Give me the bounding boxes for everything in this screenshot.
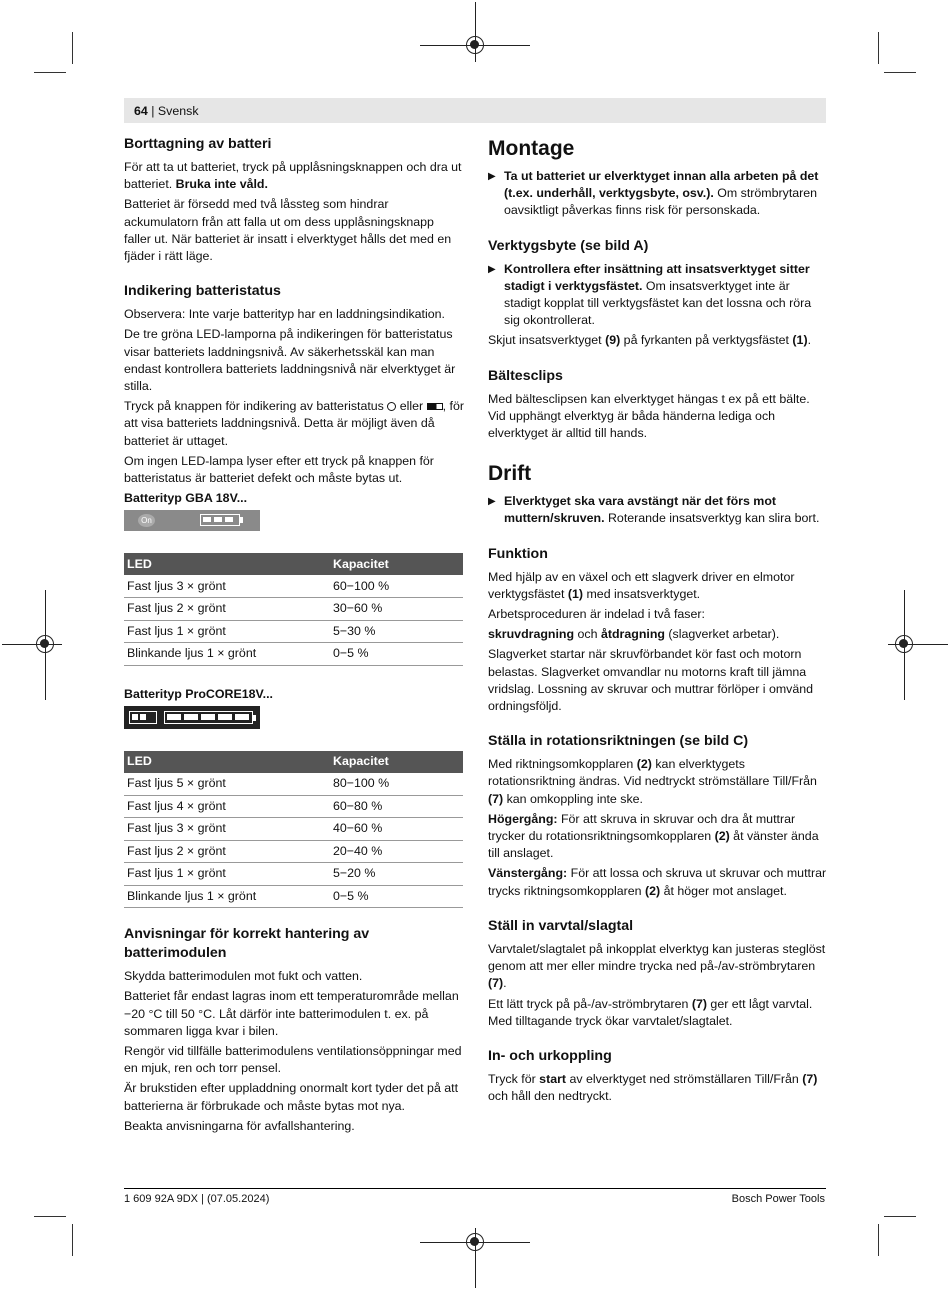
- battery-gauge-icon: [427, 403, 443, 410]
- table-row: Fast ljus 4 × grönt 60−80 %: [124, 795, 463, 818]
- page-number: 64: [134, 104, 148, 118]
- heading-rotation: Ställa in rotationsriktningen (se bild C): [488, 733, 749, 750]
- paragraph: Batteriet får endast lagras inom ett temperaturområde mellan −20 °C till 50 °C. Låt därför inte batterimodulen t. ex. på sommaren ligga kvar i bilen.: [124, 989, 459, 1038]
- warning-item: ▶ Ta ut batteriet ur elverktyget innan alla arbeten på det (t.ex. underhåll, verktygsbyte, osv.). Om strömbrytaren oavsiktligt påverkas finns risk för personskada.: [488, 169, 819, 218]
- battery-small-icon: [129, 711, 157, 724]
- paragraph: Vänstergång: För att lossa och skruva ut skruvar och muttrar trycks riktningsomkopplaren (2) åt höger mot anslaget.: [488, 866, 827, 898]
- paragraph: Är brukstiden efter uppladdning onormalt kort tyder det på att batterierna är förbrukade och måste bytas mot nya.: [124, 1081, 459, 1113]
- led-capacity-table-gba: [124, 553, 463, 666]
- table-row: Fast ljus 1 × grönt 5−30 %: [124, 620, 463, 643]
- footer-rule: [124, 1188, 826, 1189]
- table-header: LED: [124, 751, 327, 773]
- paragraph: De tre gröna LED-lamporna på indikeringen för batteristatus visar batteriets laddningsnivå. Av säkerhetsskäl kan man endast kontrollera batteriets laddningsnivå när elverktyget är stilla.: [124, 327, 456, 394]
- gba-charge-indicator-graphic: [124, 510, 260, 531]
- table-row: Blinkande ljus 1 × grönt 0−5 %: [124, 643, 463, 666]
- table-row: Fast ljus 2 × grönt 20−40 %: [124, 840, 463, 863]
- heading-speed: Ställ in varvtal/slagtal: [488, 917, 634, 934]
- paragraph: Slagverket startar när skruvförbandet kör fast och motorn belastas. Slagverket omvandlar nu motorns kraft till jämna vridslag. Lossning av skruvar och muttrar förlöper i omvänd ordningsföljd.: [488, 647, 814, 714]
- paragraph: Skydda batterimodulen mot fukt och vatten.: [124, 969, 363, 984]
- table-header: Kapacitet: [327, 751, 463, 773]
- triangle-arrow-icon: ▶: [488, 496, 496, 508]
- heading-montage: Montage: [488, 137, 575, 160]
- table-row: Fast ljus 3 × grönt 60−100 %: [124, 575, 463, 598]
- paragraph: Tryck på knappen för indikering av batteristatus eller , för att visa batteriets laddningsnivå. Detta är möjligt även då batteriet är uttaget.: [124, 399, 464, 448]
- table-header: LED: [124, 553, 327, 575]
- warning-item: ▶ Kontrollera efter insättning att insatsverktyget sitter stadigt i verktygsfästet. Om insatsverktyget inte är stadigt kopplat till verktygsfästet kan det lossna och röra sig okontrollerat.: [488, 261, 812, 328]
- table-header: Kapacitet: [327, 553, 463, 575]
- paragraph: Högergång: För att skruva in skruvar och dra åt muttrar trycker du rotationsriktningsomkopplaren (2) åt vänster ända till anslaget.: [488, 811, 819, 861]
- heading-on-off: In- och urkoppling: [488, 1047, 612, 1064]
- paragraph: Ett lätt tryck på på-/av-strömbrytaren (7) ger ett lågt varvtal. Med tilltagande tryck ökar varvtalet/slagtalet.: [488, 996, 813, 1028]
- paragraph: Med bältesclipsen kan elverktyget hängas t ex på ett bälte. Vid upphängt elverktyg är båda händerna lediga och elverktyget är alltid till hands.: [488, 391, 810, 441]
- paragraph: Med riktningsomkopplaren (2) kan elverktygets rotationsriktning ändras. Vid nedtryckt strömställare Till/Från (7) kan omkoppling inte ske.: [488, 757, 817, 806]
- warning-item: ▶ Elverktyget ska vara avstängt när det förs mot muttern/skruven. Roterande insatsverktyg kan slira bort.: [488, 494, 820, 526]
- page-header-bar: [124, 98, 826, 123]
- footer-brand: Bosch Power Tools: [731, 1193, 825, 1205]
- paragraph: Om ingen LED-lampa lyser efter ett tryck på knappen för batteristatus är batteriet defekt och måste bytas ut.: [124, 453, 434, 486]
- table-row: Fast ljus 1 × grönt 5−20 %: [124, 863, 463, 886]
- page-header: 64 | Svensk: [134, 104, 199, 118]
- paragraph: Med hjälp av en växel och ett slagverk driver en elmotor verktygsfästet (1) med insatsverktyget.: [488, 569, 795, 601]
- procore-charge-indicator-graphic: [124, 706, 260, 729]
- triangle-arrow-icon: ▶: [488, 263, 496, 275]
- heading-drift: Drift: [488, 462, 532, 486]
- heading-function: Funktion: [488, 545, 548, 562]
- heading-belt-clip: Bältesclips: [488, 367, 563, 384]
- paragraph: skruvdragning och åtdragning (slagverket arbetar).: [488, 627, 780, 642]
- paragraph: Batteriet är försedd med två låssteg som hindrar ackumulatorn från att falla ut om dess upplåsningsknapp faller ut. När batteriet är insatt i elverktyget hålls det med en fjäder i rätt läge.: [124, 197, 452, 264]
- paragraph: Tryck för start av elverktyget ned strömställaren Till/Från (7) och håll den nedtryckt.: [488, 1071, 818, 1104]
- paragraph: Rengör vid tillfälle batterimodulens ventilationsöppningar med en mjuk, ren och torr pensel.: [124, 1044, 462, 1076]
- paragraph: Varvtalet/slagtalet på inkopplat elverktyg kan justeras steglöst genom att mer eller mindre trycka ned på-/av-strömbrytaren (7).: [488, 941, 826, 991]
- table-row: Fast ljus 5 × grönt 80−100 %: [124, 773, 463, 796]
- battery-icon: [200, 514, 240, 526]
- left-column: [124, 134, 464, 1138]
- led-capacity-table-procore: [124, 751, 463, 909]
- heading-remove-battery: Borttagning av batteri: [124, 136, 272, 152]
- triangle-arrow-icon: ▶: [488, 171, 496, 182]
- on-button-icon: On: [138, 514, 155, 527]
- footer-doc-id: 1 609 92A 9DX | (07.05.2024): [124, 1193, 270, 1205]
- battery-button-icon: [387, 402, 396, 411]
- paragraph: Arbetsproceduren är indelad i två faser:: [488, 607, 705, 622]
- table-row: Fast ljus 2 × grönt 30−60 %: [124, 598, 463, 621]
- heading-battery-type-gba: Batterityp GBA 18V...: [124, 491, 248, 506]
- paragraph: Beakta anvisningarna för avfallshantering.: [124, 1118, 355, 1133]
- battery-bar-icon: [164, 711, 253, 724]
- table-row: Blinkande ljus 1 × grönt 0−5 %: [124, 885, 463, 908]
- page-language: Svensk: [157, 104, 199, 118]
- table-row: Fast ljus 3 × grönt 40−60 %: [124, 818, 463, 841]
- heading-battery-indicator: Indikering batteristatus: [124, 283, 281, 300]
- paragraph: För att ta ut batteriet, tryck på upplåsningsknappen och dra ut batteriet. Bruka inte våld.: [124, 160, 462, 192]
- right-column: [488, 134, 828, 1108]
- paragraph: Observera: Inte varje batterityp har en laddningsindikation.: [124, 307, 445, 322]
- heading-battery-type-procore: Batterityp ProCORE18V...: [124, 686, 273, 701]
- paragraph: Skjut insatsverktyget (9) på fyrkanten på verktygsfästet (1).: [488, 333, 812, 348]
- heading-battery-handling: Anvisningar för korrekt hantering av batterimodulen: [124, 926, 370, 962]
- heading-tool-change: Verktygsbyte (se bild A): [488, 237, 649, 254]
